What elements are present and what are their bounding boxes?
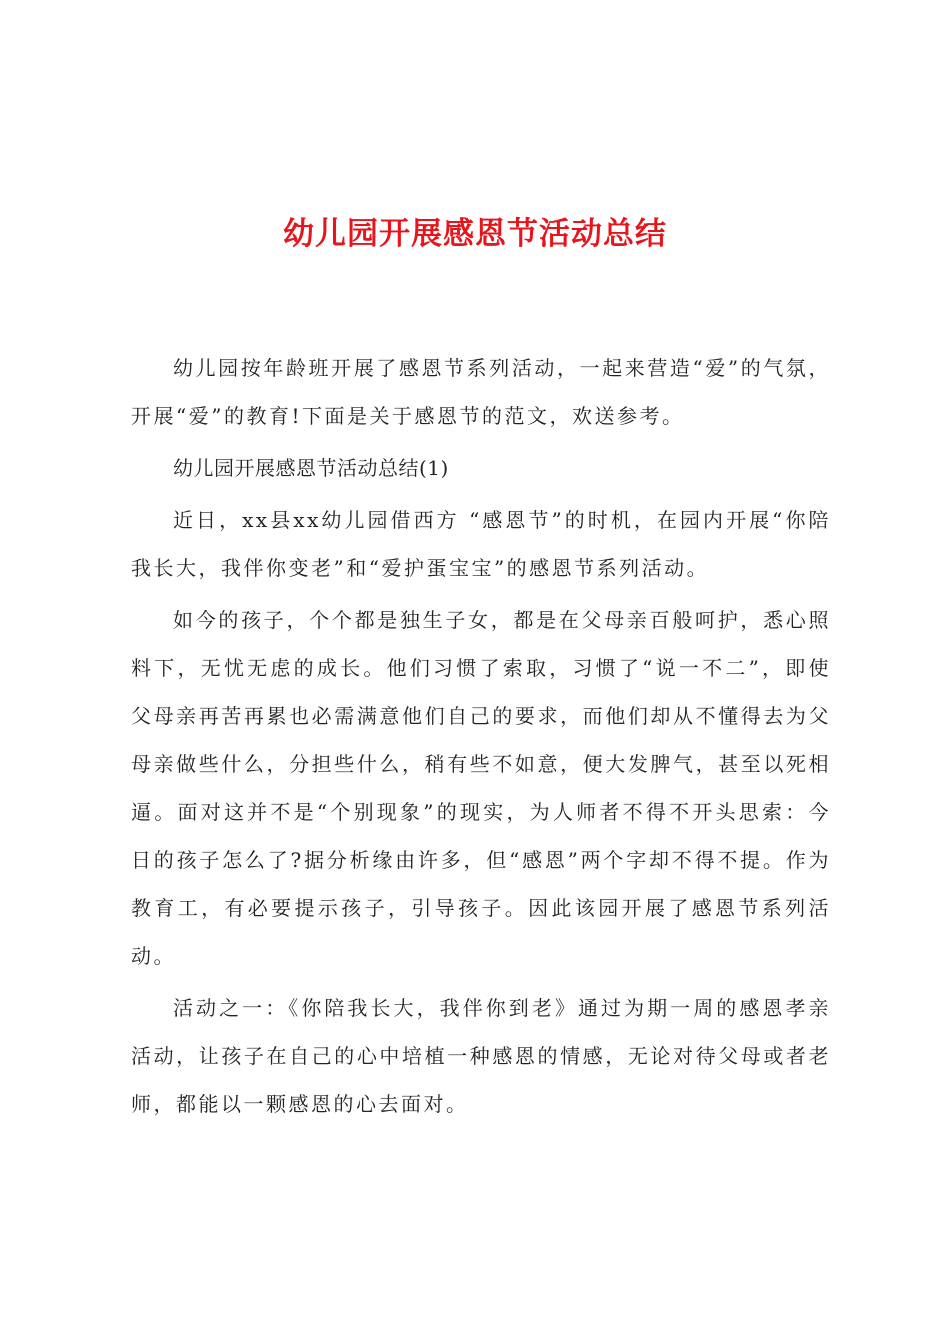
body-paragraph: 活动之一：《你陪我长大，我伴你到老》通过为期一周的感恩孝亲活动，让孩子在自己的心中培植一种感恩的情感，无论对待父母或者老师，都能以一颗感恩的心去面对。 <box>131 996 831 1116</box>
section-heading: 幼儿园开展感恩节活动总结(1) <box>173 456 449 480</box>
intro-paragraph: 幼儿园按年龄班开展了感恩节系列活动，一起来营造“爱”的气氛，开展“爱”的教育!下面是关于感恩节的范文，欢送参考。 <box>131 356 831 428</box>
body-paragraph: 近日，xx县xx幼儿园借西方 “感恩节”的时机，在园内开展“你陪我长大，我伴你变老”和“爱护蛋宝宝”的感恩节系列活动。 <box>131 508 831 580</box>
document-title: 幼儿园开展感恩节活动总结 <box>283 216 667 252</box>
document-body <box>131 344 831 1132</box>
body-paragraph: 如今的孩子，个个都是独生子女，都是在父母亲百般呵护，悉心照料下，无忧无虑的成长。他们习惯了索取，习惯了“说一不二”，即使父母亲再苦再累也必需满意他们自己的要求，而他们却从不懂得去为父母亲做些什么，分担些什么，稍有些不如意，便大发脾气，甚至以死相逼。面对这并不是“个别现象”的现实，为人师者不得不开头思索：今日的孩子怎么了?据分析缘由许多，但“感恩”两个字却不得不提。作为教育工，有必要提示孩子，引导孩子。因此该园开展了感恩节系列活动。 <box>131 608 831 968</box>
